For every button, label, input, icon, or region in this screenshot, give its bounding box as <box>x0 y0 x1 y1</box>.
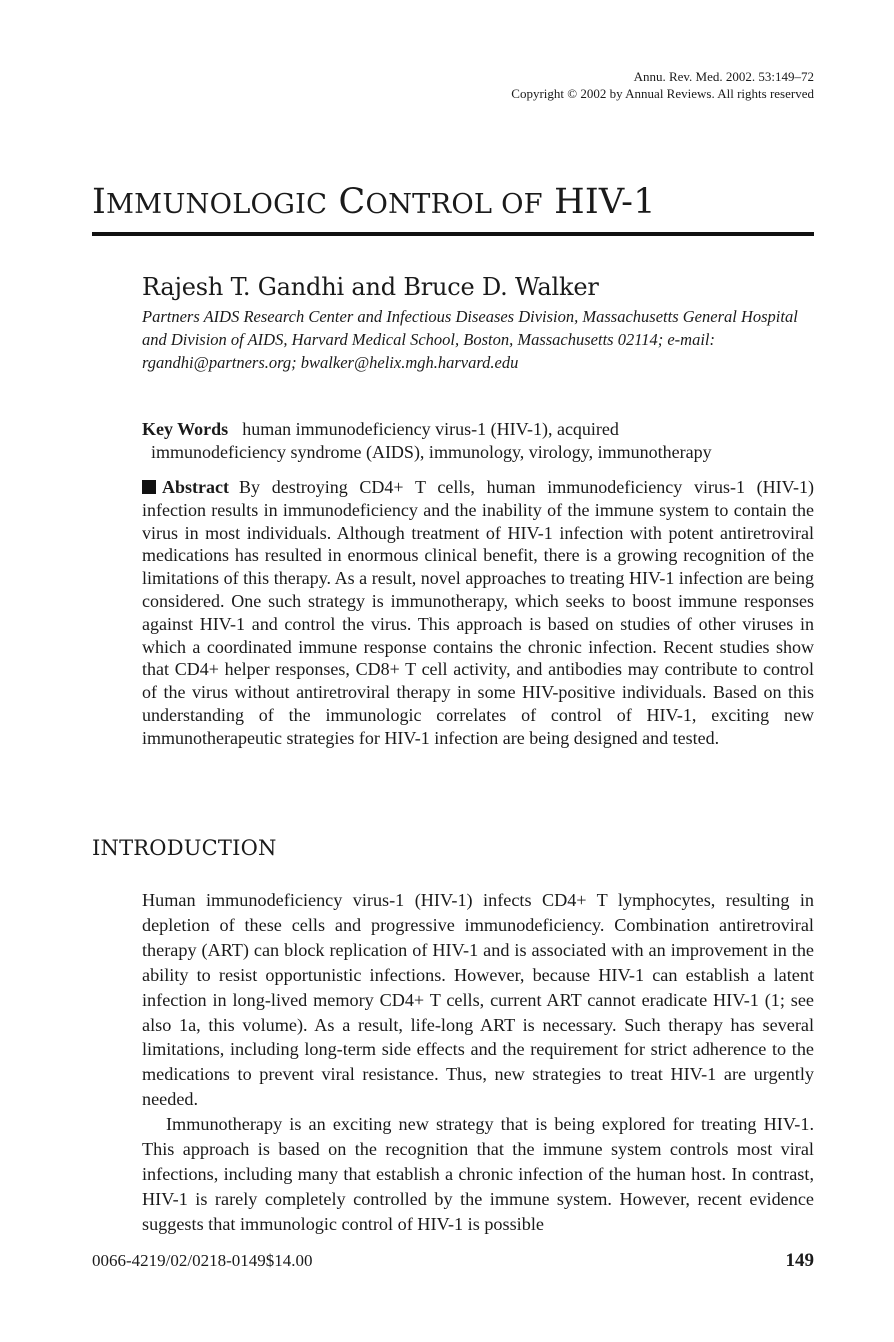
title-rule <box>92 232 814 236</box>
abstract <box>142 476 814 750</box>
keywords <box>142 418 814 464</box>
keywords-label: Key Words <box>142 419 229 439</box>
keywords-line-1: human immunodeficiency virus-1 (HIV-1), acquired <box>242 419 619 439</box>
article-title <box>92 182 656 222</box>
section-heading-introduction: INTRODUCTION <box>92 836 277 860</box>
introduction-paragraph-2: Immunotherapy is an exciting new strategy that is being explored for treating HIV-1. This approach is based on the recognition that the immune system controls most viral infections, including many that establish a chronic infection of the human host. In contrast, HIV-1 is rarely completely controlled by the immune system. However, recent evidence suggests that immunologic control of HIV-1 is possible <box>142 1114 814 1234</box>
introduction-paragraph-1: Human immunodeficiency virus-1 (HIV-1) infects CD4+ T lymphocytes, resulting in depletion of these cells and progressive immunodeficiency. Combination antiretroviral therapy (ART) can block replication of HIV-1 and is associated with an improvement in the ability to resist opportunistic infections. However, because HIV-1 can establish a latent infection in long-lived memory CD4+ T cells, current ART cannot eradicate HIV-1 (1; see also 1a, this volume). As a result, life-long ART is necessary. Such therapy has several limitations, including long-term side effects and the requirement for strict adherence to the medications to prevent viral resistance. Thus, new strategies to treat HIV-1 are urgently needed. <box>142 890 814 1110</box>
title-smallcaps-2: ONTROL OF <box>365 189 543 220</box>
abstract-square-icon <box>142 480 156 494</box>
copyright-notice: Copyright © 2002 by Annual Reviews. All rights reserved <box>511 86 814 101</box>
keywords-line-2: immunodeficiency syndrome (AIDS), immunology, virology, immunotherapy <box>151 442 712 462</box>
abstract-text: By destroying CD4+ T cells, human immunodeficiency virus-1 (HIV-1) infection results in immunodeficiency and the inability of the immune system to contain the virus in most individuals. Although treatment of HIV-1 infection with potent antiretroviral medications has resulted in enormous clinical benefit, there is a growing recognition of the limitations of this therapy. As a result, novel approaches to treating HIV-1 infection are being considered. One such strategy is immunotherapy, which seeks to boost immune responses against HIV-1 and control the virus. This approach is based on studies of other viruses in which a coordinated immune response contains the chronic infection. Recent studies show that CD4+ helper responses, CD8+ T cell activity, and antibodies may contribute to control of the virus without antiretroviral therapy in some HIV-positive individuals. Based on this understanding of the immunologic correlates of control of HIV-1, exciting new immunotherapeutic strategies for HIV-1 infection are being designed and tested. <box>142 477 814 748</box>
abstract-label: Abstract <box>162 477 229 497</box>
journal-header <box>511 68 814 102</box>
journal-citation: Annu. Rev. Med. 2002. 53:149–72 <box>633 69 814 84</box>
title-hiv: HIV-1 <box>554 182 656 222</box>
affiliation: Partners AIDS Research Center and Infectious Diseases Division, Massachusetts General Hospital and Division of AIDS, Harvard Medical School, Boston, Massachusetts 02114; e-mail: rgandhi@partners.org; bwalker@helix.mgh.harvard.edu <box>142 307 798 372</box>
authors: Rajesh T. Gandhi and Bruce D. Walker <box>142 273 599 301</box>
page-number: 149 <box>785 1250 814 1271</box>
title-smallcaps-1: MMUNOLOGIC <box>106 189 328 220</box>
footer-code: 0066-4219/02/0218-0149$14.00 <box>92 1251 313 1270</box>
title-cap-c: C <box>338 182 366 222</box>
title-cap-i: I <box>92 182 107 222</box>
introduction-body <box>142 888 814 1237</box>
